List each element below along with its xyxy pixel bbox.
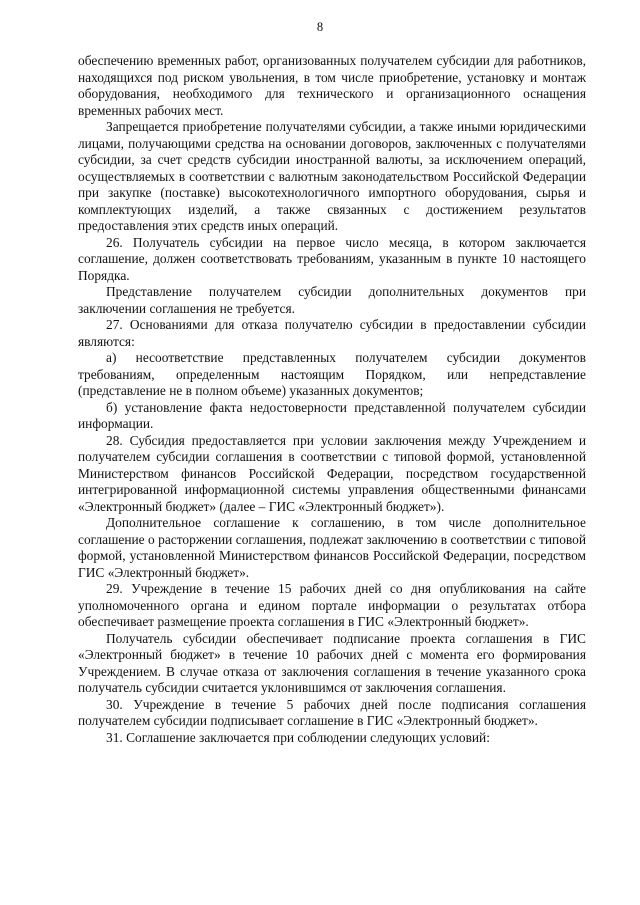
paragraph: 27. Основаниями для отказа получателю субсидии в предоставлении субсидии являются: [78,317,586,349]
document-body [78,53,586,746]
page-number: 8 [316,20,324,34]
paragraph: 31. Соглашение заключается при соблюдении следующих условий: [106,729,490,745]
paragraph: Дополнительное соглашение к соглашению, в том числе дополнительное соглашение о расторжении соглашения, подлежат заключению в соответствии с типовой формой, установленной Министерством финансов Российской Федерации, посредством ГИС «Электронный бюджет». [78,515,586,580]
paragraph: 30. Учреждение в течение 5 рабочих дней после подписания соглашения получателем субсидии подписывает соглашение в ГИС «Электронный бюджет». [78,696,586,728]
paragraph: а) несоответствие представленных получателем субсидии документов требованиям, определенным настоящим Порядком, или непредставление (представление не в полном объеме) указанных документов; [78,350,586,398]
paragraph: 28. Субсидия предоставляется при условии заключения между Учреждением и получателем субсидии соглашения в соответствии с типовой формой, установленной Министерством финансов Российской Федерации, посредством государственной интегрированной информационной системы управления общественными финансами «Электронный бюджет» (далее – ГИС «Электронный бюджет»). [78,432,586,514]
paragraph: 26. Получатель субсидии на первое число месяца, в котором заключается соглашение, должен соответствовать требованиям, указанным в пункте 10 настоящего Порядка. [78,234,586,283]
paragraph: Представление получателем субсидии дополнительных документов при заключении соглашения не требуется. [78,284,586,316]
paragraph: Запрещается приобретение получателями субсидии, а также иными юридическими лицами, получающими средства на основании договоров, заключенных с получателями субсидии, за счет средств субсидии иностранной валюты, за исключением операций, осуществляемых в соответствии с валютным законодательством Российской Федерации при закупке (поставке) высокотехнологичного импортного оборудования, сырья и комплектующих изделий, а также связанных с достижением результатов предоставления этих средств иных операций. [78,119,586,233]
paragraph: обеспечению временных работ, организованных получателем субсидии для работников, находящихся под риском увольнения, в том числе приобретение, установку и монтаж оборудования, необходимого для технического и организационного оснащения временных рабочих мест. [78,53,586,118]
paragraph: 29. Учреждение в течение 15 рабочих дней со дня опубликования на сайте уполномоченного органа и едином портале информации о результатах отбора обеспечивает размещение проекта соглашения в ГИС «Электронный бюджет». [78,581,586,629]
paragraph: б) установление факта недостоверности представленной получателем субсидии информации. [78,399,586,431]
paragraph: Получатель субсидии обеспечивает подписание проекта соглашения в ГИС «Электронный бюджет» в течение 10 рабочих дней с момента его формирования Учреждением. В случае отказа от заключения соглашения в течение указанного срока получатель субсидии считается уклонившимся от заключения соглашения. [78,630,586,695]
